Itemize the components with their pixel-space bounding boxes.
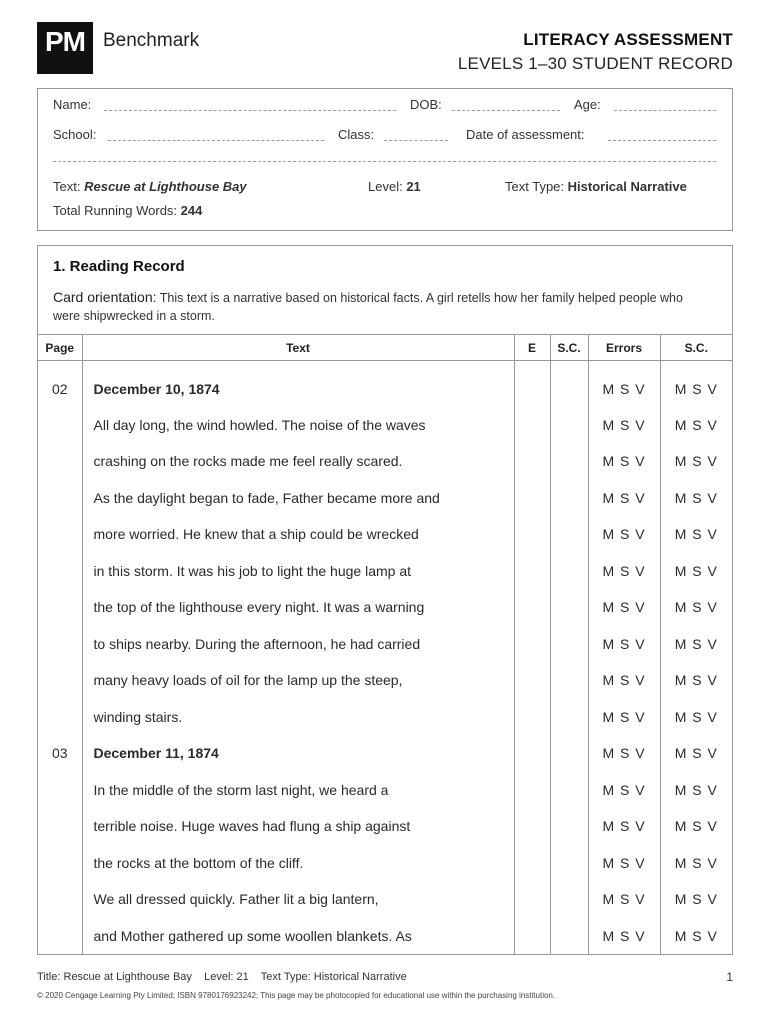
sc-msv-cell[interactable]: M S V: [660, 407, 732, 444]
e-cell[interactable]: [514, 480, 550, 517]
errors-msv-cell[interactable]: M S V: [588, 808, 660, 845]
e-cell[interactable]: [514, 516, 550, 553]
text-cell: in this storm. It was his job to light the huge lamp at: [82, 553, 514, 590]
words-value: 244: [180, 203, 203, 218]
sc-cell[interactable]: [550, 553, 588, 590]
brand-name: Benchmark: [103, 30, 200, 51]
page-cell: [38, 589, 82, 626]
text-info: [53, 179, 247, 194]
page-cell: [38, 662, 82, 699]
errors-msv-cell[interactable]: M S V: [588, 662, 660, 699]
level-info: [368, 179, 421, 194]
page-cell: 03: [51, 745, 68, 762]
text-cell: December 11, 1874: [82, 735, 514, 772]
e-cell[interactable]: [514, 772, 550, 809]
sc-cell[interactable]: [550, 589, 588, 626]
level-value: 21: [406, 179, 421, 194]
text-cell: All day long, the wind howled. The noise of the waves: [82, 407, 514, 444]
e-cell[interactable]: [514, 626, 550, 663]
table-header-row: [38, 335, 732, 361]
name-label: Name:: [53, 97, 92, 112]
card-orientation-text: This text is a narrative based on historical facts. A girl retells how her family helped people who were shipwrecked in a storm.: [53, 291, 683, 323]
col-text: Text: [82, 335, 514, 361]
e-cell[interactable]: [514, 361, 550, 407]
page-cell: [38, 918, 82, 955]
table-row: [38, 443, 732, 480]
sc-cell[interactable]: [550, 626, 588, 663]
assessment-title: LITERACY ASSESSMENT: [523, 30, 733, 49]
sc-cell[interactable]: [550, 480, 588, 517]
table-row: [38, 845, 732, 882]
pm-logo: PM: [37, 22, 93, 74]
age-field[interactable]: [614, 110, 716, 111]
sc-msv-cell[interactable]: M S V: [660, 589, 732, 626]
page-cell: [38, 407, 82, 444]
table-row: [38, 589, 732, 626]
col-sc: S.C.: [550, 335, 588, 361]
text-cell: to ships nearby. During the afternoon, he had carried: [82, 626, 514, 663]
page-cell: [38, 845, 82, 882]
page-cell: [38, 772, 82, 809]
errors-msv-cell[interactable]: M S V: [588, 735, 660, 772]
sc-msv-cell[interactable]: M S V: [660, 772, 732, 809]
errors-msv-cell[interactable]: M S V: [588, 443, 660, 480]
sc-msv-cell[interactable]: M S V: [660, 626, 732, 663]
col-page: Page: [38, 335, 82, 361]
e-cell[interactable]: [514, 735, 550, 772]
text-cell: and Mother gathered up some woollen blankets. As: [82, 918, 514, 955]
errors-msv-cell[interactable]: M S V: [588, 881, 660, 918]
sc-msv-cell[interactable]: M S V: [660, 845, 732, 882]
page-cell: [38, 516, 82, 553]
col-sc-msv: S.C.: [660, 335, 732, 361]
name-field[interactable]: [104, 110, 396, 111]
e-cell[interactable]: [514, 808, 550, 845]
running-words-info: [53, 203, 202, 218]
errors-msv-cell[interactable]: M S V: [588, 480, 660, 517]
sc-cell[interactable]: [550, 361, 588, 407]
date-field[interactable]: [608, 140, 716, 141]
sc-cell[interactable]: [550, 662, 588, 699]
sc-cell[interactable]: [550, 443, 588, 480]
sc-msv-cell[interactable]: M S V: [660, 361, 732, 407]
sc-cell[interactable]: [550, 735, 588, 772]
page-cell: [38, 808, 82, 845]
text-type-info: [505, 179, 687, 194]
class-field[interactable]: [384, 140, 448, 141]
col-e: E: [514, 335, 550, 361]
text-cell: many heavy loads of oil for the lamp up the steep,: [82, 662, 514, 699]
errors-msv-cell[interactable]: M S V: [588, 845, 660, 882]
sc-msv-cell[interactable]: M S V: [660, 735, 732, 772]
errors-msv-cell[interactable]: M S V: [588, 699, 660, 736]
sc-msv-cell[interactable]: M S V: [660, 662, 732, 699]
sc-cell[interactable]: [550, 918, 588, 955]
table-row: [38, 480, 732, 517]
sc-cell[interactable]: [550, 516, 588, 553]
page-header: [37, 22, 733, 82]
student-info-box: [37, 88, 733, 231]
sc-msv-cell[interactable]: M S V: [660, 553, 732, 590]
page-cell: [38, 480, 82, 517]
errors-msv-cell[interactable]: M S V: [588, 772, 660, 809]
table-row: [38, 662, 732, 699]
e-cell[interactable]: [514, 553, 550, 590]
dob-field[interactable]: [452, 110, 560, 111]
type-value: Historical Narrative: [567, 179, 687, 194]
sc-cell[interactable]: [550, 881, 588, 918]
dob-label: DOB:: [410, 97, 442, 112]
reading-record-section: [37, 245, 733, 955]
level-label: Level:: [368, 179, 403, 194]
table-row: [38, 918, 732, 955]
errors-msv-cell[interactable]: M S V: [588, 407, 660, 444]
footer-copyright: © 2020 Cengage Learning Pty Limited; ISBN 9780176923242; This page may be photocopied for educational use within the purchasing institution.: [37, 991, 556, 1000]
text-cell: crashing on the rocks made me feel really scared.: [82, 443, 514, 480]
logo-tail: [37, 62, 65, 74]
page-cell: [38, 443, 82, 480]
table-row: [38, 516, 732, 553]
footer-title: Title: Rescue at Lighthouse Bay Level: 21 Text Type: Historical Narrative: [37, 971, 407, 983]
e-cell[interactable]: [514, 845, 550, 882]
errors-msv-cell[interactable]: M S V: [588, 918, 660, 955]
class-label: Class:: [338, 127, 375, 142]
page-cell: [38, 553, 82, 590]
date-label: Date of assessment:: [466, 127, 585, 142]
table-row: [38, 808, 732, 845]
card-orientation-label: Card orientation:: [53, 289, 157, 305]
sc-cell[interactable]: [550, 808, 588, 845]
type-label: Text Type:: [505, 179, 565, 194]
text-cell: December 10, 1874: [82, 361, 514, 407]
page-cell: 02: [51, 380, 68, 397]
table-row: [38, 361, 732, 407]
section-title: 1. Reading Record: [53, 258, 185, 275]
page-number: 1: [726, 970, 733, 984]
text-label: Text:: [53, 179, 81, 194]
sc-cell[interactable]: [550, 845, 588, 882]
table-row: [38, 407, 732, 444]
sc-cell[interactable]: [550, 699, 588, 736]
age-label: Age:: [574, 97, 601, 112]
sc-msv-cell[interactable]: M S V: [660, 808, 732, 845]
sc-msv-cell[interactable]: M S V: [660, 881, 732, 918]
sc-msv-cell[interactable]: M S V: [660, 443, 732, 480]
e-cell[interactable]: [514, 407, 550, 444]
school-field[interactable]: [108, 140, 324, 141]
sc-msv-cell[interactable]: M S V: [660, 699, 732, 736]
text-cell: In the middle of the storm last night, we heard a: [82, 772, 514, 809]
page-cell: [38, 626, 82, 663]
divider: [53, 161, 716, 162]
page-cell: [38, 881, 82, 918]
table-row: [38, 699, 732, 736]
text-value: Rescue at Lighthouse Bay: [84, 179, 247, 194]
table-row: [38, 626, 732, 663]
e-cell[interactable]: [514, 662, 550, 699]
sc-cell[interactable]: [550, 407, 588, 444]
text-cell: winding stairs.: [82, 699, 514, 736]
e-cell[interactable]: [514, 881, 550, 918]
e-cell[interactable]: [514, 699, 550, 736]
sc-msv-cell[interactable]: M S V: [660, 480, 732, 517]
sc-msv-cell[interactable]: M S V: [660, 918, 732, 955]
e-cell[interactable]: [514, 918, 550, 955]
text-cell: the top of the lighthouse every night. It was a warning: [82, 589, 514, 626]
table-row: [38, 772, 732, 809]
card-orientation: [53, 288, 713, 325]
errors-msv-cell[interactable]: M S V: [588, 361, 660, 407]
page-cell: [38, 699, 82, 736]
text-cell: We all dressed quickly. Father lit a big lantern,: [82, 881, 514, 918]
school-label: School:: [53, 127, 97, 142]
e-cell[interactable]: [514, 589, 550, 626]
text-cell: As the daylight began to fade, Father became more and: [82, 480, 514, 517]
text-cell: the rocks at the bottom of the cliff.: [82, 845, 514, 882]
e-cell[interactable]: [514, 443, 550, 480]
assessment-subtitle: LEVELS 1–30 STUDENT RECORD: [457, 54, 733, 73]
col-errors: Errors: [588, 335, 660, 361]
errors-msv-cell[interactable]: M S V: [588, 626, 660, 663]
table-row: [38, 735, 732, 772]
text-cell: terrible noise. Huge waves had flung a ship against: [82, 808, 514, 845]
text-cell: more worried. He knew that a ship could be wrecked: [82, 516, 514, 553]
reading-record-table: [38, 334, 732, 954]
table-row: [38, 553, 732, 590]
table-row: [38, 881, 732, 918]
errors-msv-cell[interactable]: M S V: [588, 553, 660, 590]
errors-msv-cell[interactable]: M S V: [588, 589, 660, 626]
sc-cell[interactable]: [550, 772, 588, 809]
words-label: Total Running Words:: [53, 203, 178, 218]
errors-msv-cell[interactable]: M S V: [588, 516, 660, 553]
sc-msv-cell[interactable]: M S V: [660, 516, 732, 553]
